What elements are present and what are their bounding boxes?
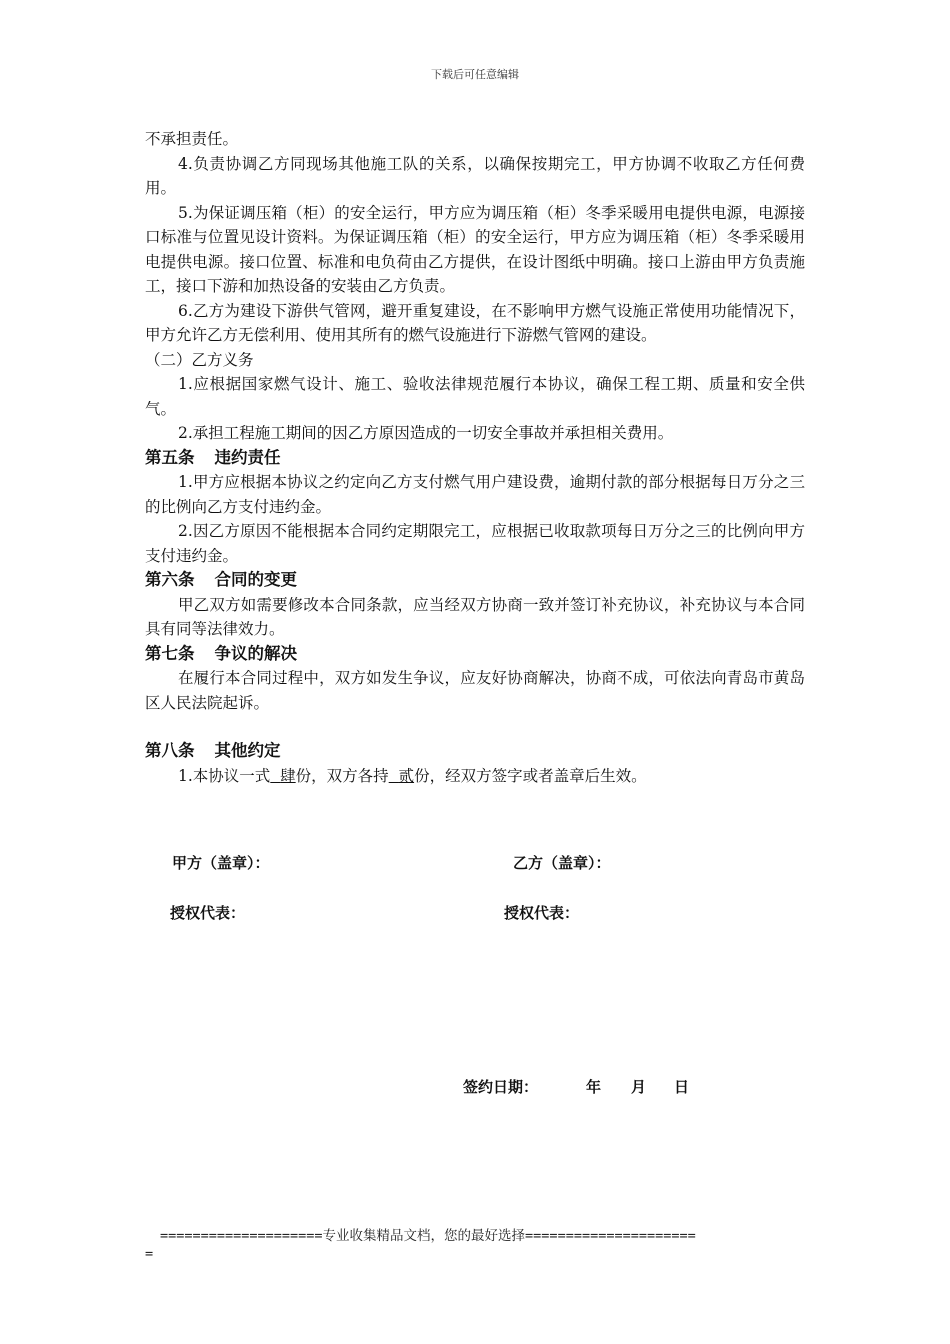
article-heading bbox=[145, 642, 805, 667]
article-number: 第八条 bbox=[145, 741, 195, 760]
copies-each-value: 贰 bbox=[398, 766, 415, 785]
article-heading bbox=[145, 568, 805, 593]
date-month: 月 bbox=[631, 1078, 647, 1096]
party-a-seal-label: 甲方（盖章）： bbox=[172, 854, 270, 872]
text-run: 1.本协议一式 bbox=[178, 766, 271, 785]
paragraph: 甲乙双方如需要修改本合同条款，应当经双方协商一致并签订补充协议，补充协议与本合同具有同等法律效力。 bbox=[145, 595, 805, 638]
copies-total bbox=[270, 767, 295, 785]
copies-total-value: 肆 bbox=[280, 766, 296, 785]
paragraph: 5.为保证调压箱（柜）的安全运行，甲方应为调压箱（柜）冬季采暖用电提供电源，电源接口标准与位置见设计资料。为保证调压箱（柜）的安全运行，甲方应为调压箱（柜）冬季采暖用电提供电源。接口位置、标准和电负荷由乙方提供，在设计图纸中明确。接口上游由甲方负责施工，接口下游和加热设备的安装由乙方负责。 bbox=[145, 203, 805, 295]
article-heading bbox=[145, 446, 805, 471]
paragraph: 2.承担工程施工期间的因乙方原因造成的一切安全事故并承担相关费用。 bbox=[178, 424, 674, 442]
article-title: 争议的解决 bbox=[214, 643, 297, 663]
paragraph: 1.应根据国家燃气设计、施工、验收法律规范履行本协议，确保工程工期、质量和安全供气。 bbox=[145, 375, 805, 418]
party-a-rep-label: 授权代表： bbox=[170, 904, 246, 922]
text-run: 份，双方各持 bbox=[295, 766, 389, 785]
text-run: 份，经双方签字或者盖章后生效。 bbox=[414, 766, 647, 785]
paragraph: 4.负责协调乙方同现场其他施工队的关系，以确保按期完工，甲方协调不收取乙方任何费用。 bbox=[145, 154, 805, 197]
paragraph: 不承担责任。 bbox=[145, 130, 239, 148]
paragraph: 2.因乙方原因不能根据本合同约定期限完工，应根据已收取款项每日万分之三的比例向甲方支付违约金。 bbox=[145, 522, 805, 565]
paragraph bbox=[145, 764, 805, 789]
paragraph: 1.甲方应根据本协议之约定向乙方支付燃气用户建设费，逾期付款的部分根据每日万分之三的比例向乙方支付违约金。 bbox=[145, 473, 805, 516]
party-b-seal-label: 乙方（盖章）： bbox=[513, 854, 611, 872]
footer-line: ====================专业收集精品文档，您的最好选择===================== bbox=[160, 1228, 696, 1244]
article-title: 合同的变更 bbox=[214, 570, 297, 589]
article-number: 第五条 bbox=[145, 447, 195, 467]
paragraph: 在履行本合同过程中，双方如发生争议，应友好协商解决，协商不成，可依法向青岛市黄岛区人民法院起诉。 bbox=[145, 669, 805, 712]
article-number: 第七条 bbox=[145, 643, 195, 663]
paragraph: 6.乙方为建设下游供气管网，避开重复建设，在不影响甲方燃气设施正常使用功能情况下，甲方允许乙方无偿利用、使用其所有的燃气设施进行下游燃气管网的建设。 bbox=[145, 301, 805, 344]
footer-line: = bbox=[145, 1246, 154, 1262]
article-heading bbox=[145, 739, 805, 764]
signing-date-label: 签约日期： bbox=[463, 1078, 539, 1096]
page-footer bbox=[145, 1227, 810, 1263]
article-title: 其他约定 bbox=[214, 741, 281, 760]
copies-each bbox=[389, 767, 414, 785]
subsection-title: （二）乙方义务 bbox=[145, 350, 254, 369]
page-header: 下载后可任意编辑 bbox=[431, 68, 519, 81]
article-title: 违约责任 bbox=[214, 447, 281, 467]
article-number: 第六条 bbox=[145, 570, 195, 589]
contract-body bbox=[145, 127, 805, 788]
date-year: 年 bbox=[586, 1078, 602, 1096]
date-day: 日 bbox=[674, 1078, 690, 1096]
party-b-rep-label: 授权代表： bbox=[504, 904, 580, 922]
